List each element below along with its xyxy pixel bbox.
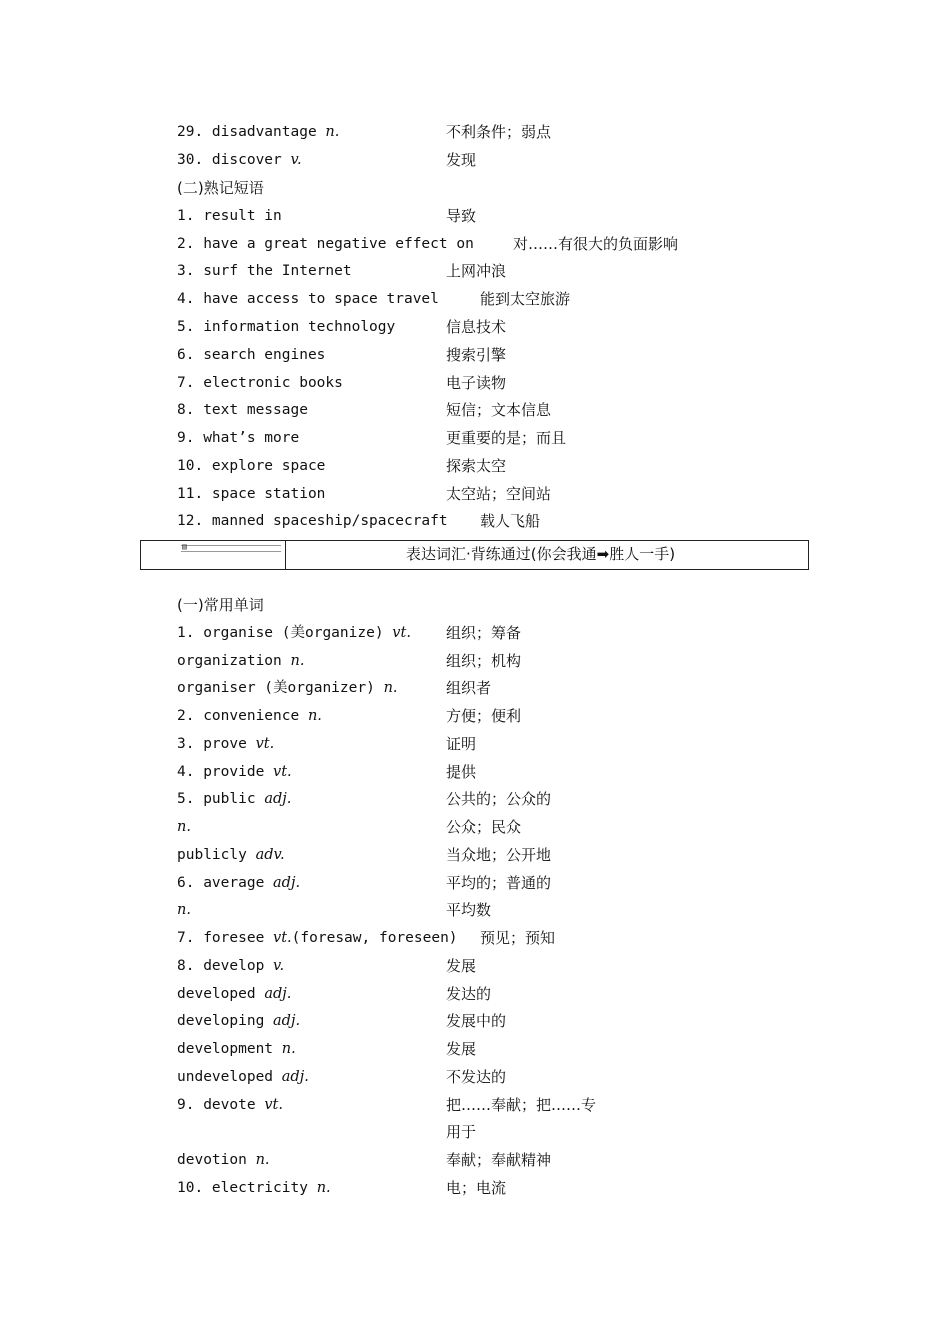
phrase: 4. have access to space travel	[177, 291, 439, 307]
part-of-speech: adj.	[273, 875, 301, 891]
meaning: 提供	[446, 763, 477, 781]
arrow-icon: ➡	[596, 545, 610, 563]
word: 1. organise (美organize)	[177, 625, 393, 641]
bookmark-icon: ▤	[182, 542, 187, 551]
phrase: 5. information technology	[177, 319, 396, 335]
banner-bar	[181, 545, 281, 552]
phrase: 11. space station	[177, 486, 326, 502]
meaning: 信息技术	[446, 318, 507, 336]
meaning: 发展	[446, 1040, 477, 1058]
list-item	[177, 119, 552, 145]
part-of-speech: n.	[307, 708, 322, 724]
meaning: 预见；预知	[480, 929, 556, 947]
meaning: 上网冲浪	[446, 262, 507, 280]
part-of-speech: adj.	[281, 1069, 309, 1085]
meaning: 能到太空旅游	[480, 290, 571, 308]
meaning: 组织；机构	[446, 652, 522, 670]
phrase: 10. explore space	[177, 458, 326, 474]
meaning: 不利条件；弱点	[446, 123, 552, 141]
meaning: 把……奉献；把……专	[446, 1096, 597, 1114]
meaning: 发达的	[446, 985, 492, 1003]
part-of-speech: n.	[177, 902, 191, 918]
word: developed	[177, 986, 265, 1002]
part-of-speech: n.	[290, 653, 305, 669]
meaning: 不发达的	[446, 1068, 507, 1086]
word: 4. provide	[177, 764, 274, 780]
meaning: 发现	[446, 151, 477, 169]
phrase: 12. manned spaceship/spacecraft	[177, 513, 448, 529]
word-forms: (foresaw, foreseen)	[291, 930, 458, 946]
part-of-speech: adv.	[255, 847, 285, 863]
section-banner	[140, 540, 809, 570]
banner-title: 表达词汇·背练通过(你会我通➡胜人一手)	[406, 545, 676, 563]
part-of-speech: vt.	[273, 930, 292, 946]
meaning: 发展中的	[446, 1012, 507, 1030]
word: 3. prove	[177, 736, 256, 752]
meaning: 公众；民众	[446, 818, 522, 836]
phrase: 6. search engines	[177, 347, 326, 363]
meaning: 对……有很大的负面影响	[513, 235, 679, 253]
word: 6. average	[177, 875, 274, 891]
section-heading-phrases: (二)熟记短语	[177, 179, 264, 197]
phrase: 3. surf the Internet	[177, 263, 352, 279]
part-of-speech: n.	[316, 1180, 331, 1196]
meaning: 当众地；公开地	[446, 846, 552, 864]
banner-decoration	[141, 541, 286, 569]
word: publicly	[177, 847, 256, 863]
part-of-speech: adj.	[273, 1013, 301, 1029]
part-of-speech: v.	[290, 152, 302, 168]
part-of-speech: vt.	[264, 1097, 283, 1113]
word: 9. devote	[177, 1097, 265, 1113]
word: development	[177, 1041, 282, 1057]
meaning: 导致	[446, 207, 477, 225]
meaning: 用于	[446, 1123, 477, 1141]
word: organiser (美organizer)	[177, 680, 384, 696]
meaning: 平均数	[446, 901, 492, 919]
meaning: 搜索引擎	[446, 346, 507, 364]
part-of-speech: vt.	[273, 764, 292, 780]
meaning: 电子读物	[446, 374, 507, 392]
word: 5. public	[177, 791, 265, 807]
meaning: 方便；便利	[446, 707, 522, 725]
word: 10. electricity	[177, 1180, 317, 1196]
meaning: 平均的；普通的	[446, 874, 552, 892]
part-of-speech: v.	[273, 958, 285, 974]
part-of-speech: n.	[325, 124, 340, 140]
word: undeveloped	[177, 1069, 282, 1085]
meaning: 组织；筹备	[446, 624, 522, 642]
part-of-speech: adj.	[264, 986, 292, 1002]
phrase: 2. have a great negative effect on	[177, 236, 474, 252]
phrase: 9. what’s more	[177, 430, 300, 446]
word: 8. develop	[177, 958, 274, 974]
word: organization	[177, 653, 291, 669]
word: 30. discover	[177, 152, 291, 168]
part-of-speech: adj.	[264, 791, 292, 807]
part-of-speech: vt.	[255, 736, 275, 752]
meaning: 更重要的是；而且	[446, 429, 567, 447]
meaning: 太空站；空间站	[446, 485, 552, 503]
meaning: 奉献；奉献精神	[446, 1151, 552, 1169]
phrase: 7. electronic books	[177, 375, 343, 391]
part-of-speech: n.	[281, 1041, 296, 1057]
word: 7. foresee	[177, 930, 274, 946]
meaning: 探索太空	[446, 457, 507, 475]
meaning: 证明	[446, 735, 477, 753]
word: 29. disadvantage	[177, 124, 326, 140]
word: 2. convenience	[177, 708, 308, 724]
part-of-speech: n.	[383, 680, 398, 696]
section-heading-words: (一)常用单词	[177, 596, 264, 614]
meaning: 组织者	[446, 679, 492, 697]
part-of-speech: vt.	[392, 625, 411, 641]
phrase: 8. text message	[177, 402, 308, 418]
meaning: 短信；文本信息	[446, 401, 552, 419]
part-of-speech: n.	[177, 819, 191, 835]
meaning: 发展	[446, 957, 477, 975]
list-item	[177, 147, 477, 173]
meaning: 公共的；公众的	[446, 790, 552, 808]
meaning: 电；电流	[446, 1179, 507, 1197]
part-of-speech: n.	[255, 1152, 270, 1168]
word: developing	[177, 1013, 274, 1029]
meaning: 载人飞船	[480, 512, 541, 530]
word: devotion	[177, 1152, 256, 1168]
phrase: 1. result in	[177, 208, 282, 224]
